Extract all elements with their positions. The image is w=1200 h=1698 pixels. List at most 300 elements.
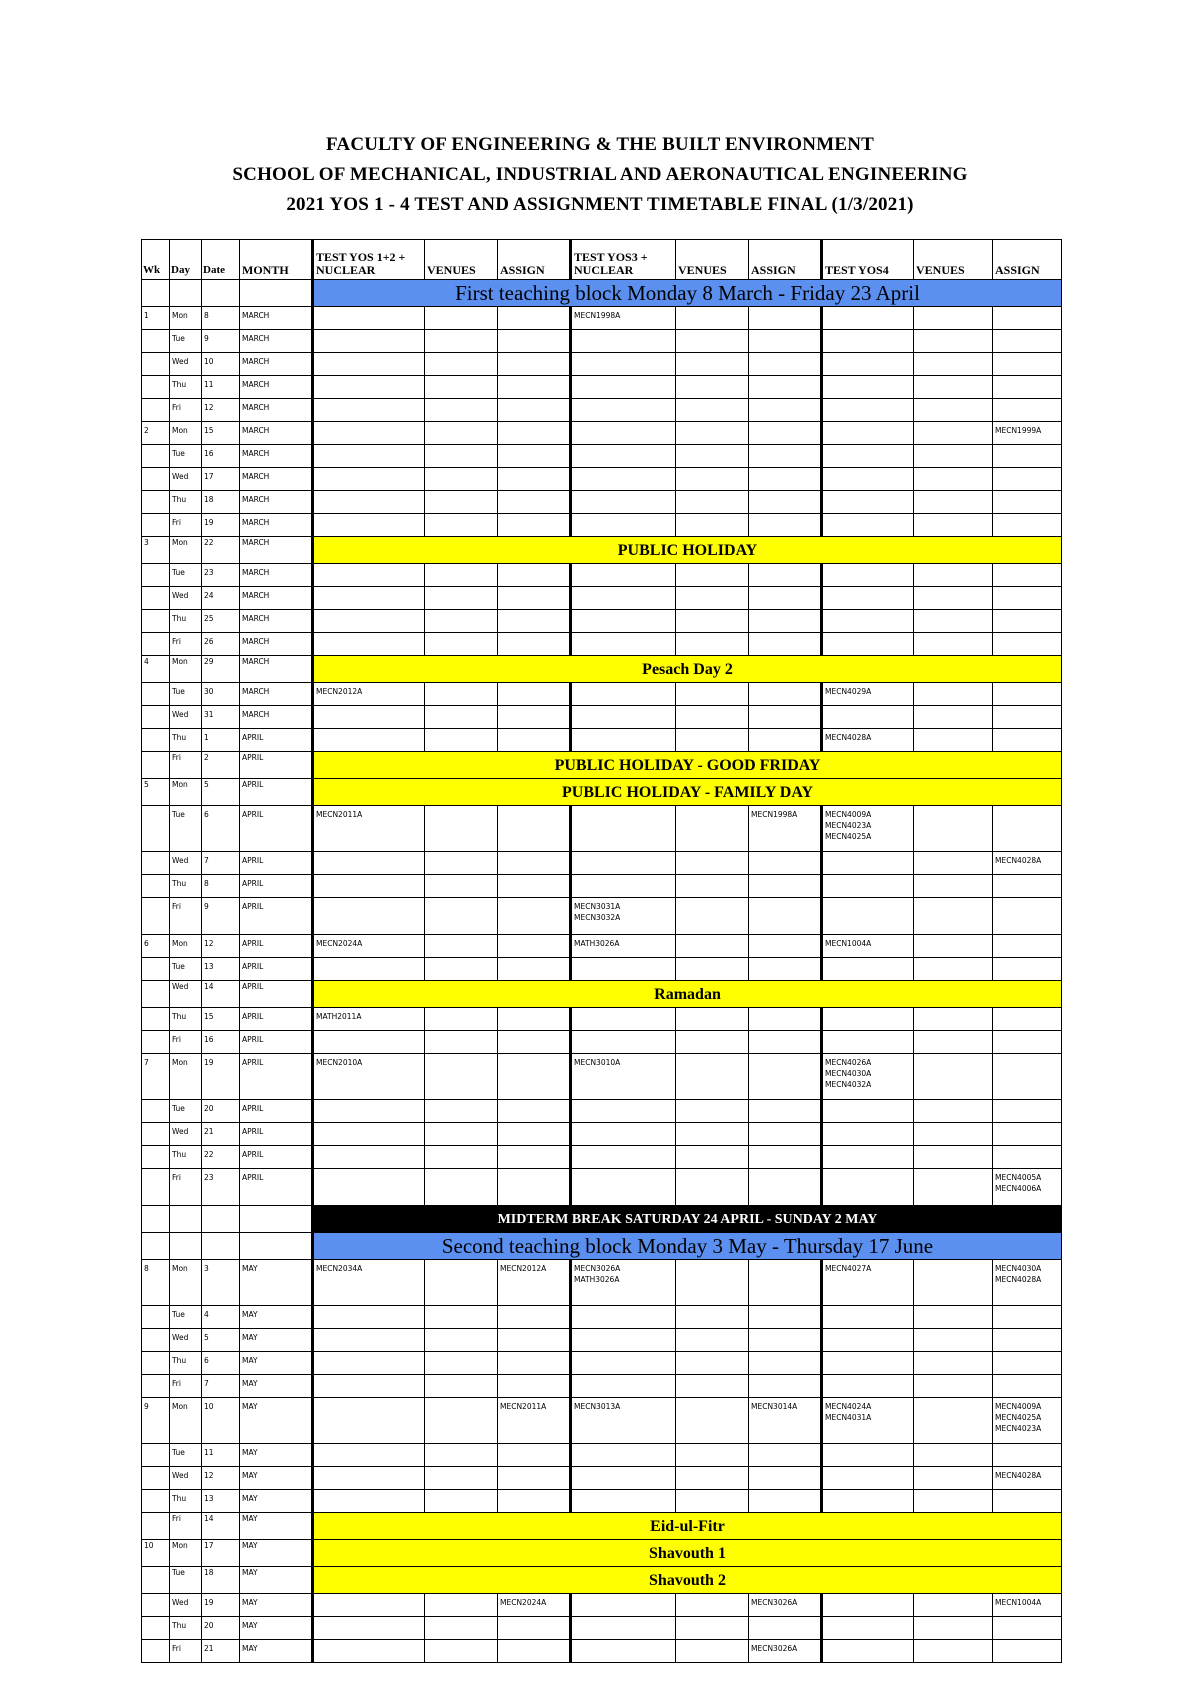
table-cell (425, 1054, 498, 1100)
table-cell: APRIL (240, 958, 313, 981)
table-cell: 2 (202, 752, 240, 779)
table-cell (571, 564, 676, 587)
table-cell (425, 729, 498, 752)
table-cell (993, 1123, 1062, 1146)
table-cell: 2 (142, 422, 170, 445)
table-cell (571, 610, 676, 633)
table-cell (749, 1146, 822, 1169)
table-cell: Wed (170, 1123, 202, 1146)
table-cell (313, 610, 425, 633)
table-cell (425, 468, 498, 491)
table-cell: 13 (202, 958, 240, 981)
table-cell (749, 376, 822, 399)
block-row (142, 280, 1062, 307)
column-header: ASSIGN (749, 240, 822, 280)
table-cell: 3 (202, 1260, 240, 1306)
table-cell: MECN2024A (313, 935, 425, 958)
table-cell: 9 (202, 898, 240, 935)
table-cell (749, 875, 822, 898)
table-cell: MECN4005A MECN4006A (993, 1169, 1062, 1206)
table-cell (498, 1169, 571, 1206)
table-cell: Mon (170, 1398, 202, 1444)
table-row (142, 307, 1062, 330)
table-cell (914, 1260, 993, 1306)
table-cell (993, 610, 1062, 633)
table-cell: Wed (170, 981, 202, 1008)
band-row (142, 1540, 1062, 1567)
table-cell: 21 (202, 1123, 240, 1146)
table-cell (749, 1444, 822, 1467)
table-cell: APRIL (240, 1123, 313, 1146)
table-cell (822, 875, 914, 898)
table-cell (313, 491, 425, 514)
table-cell: Tue (170, 958, 202, 981)
table-cell (822, 564, 914, 587)
column-header: TEST YOS 1+2 + NUCLEAR (313, 240, 425, 280)
table-cell: 18 (202, 491, 240, 514)
table-cell (425, 1123, 498, 1146)
table-cell: Thu (170, 491, 202, 514)
table-cell (993, 1490, 1062, 1513)
table-cell: 11 (202, 1444, 240, 1467)
table-row (142, 564, 1062, 587)
table-cell (822, 1146, 914, 1169)
table-cell: 21 (202, 1640, 240, 1663)
table-cell: MAY (240, 1490, 313, 1513)
table-cell: 18 (202, 1567, 240, 1594)
table-cell (993, 1100, 1062, 1123)
table-cell (571, 958, 676, 981)
table-cell (313, 399, 425, 422)
table-cell (749, 587, 822, 610)
table-cell (425, 610, 498, 633)
table-cell: Tue (170, 1567, 202, 1594)
table-cell (822, 1594, 914, 1617)
table-cell (676, 1467, 749, 1490)
table-cell: APRIL (240, 935, 313, 958)
table-cell: APRIL (240, 729, 313, 752)
table-cell: 4 (142, 656, 170, 683)
table-cell (425, 1169, 498, 1206)
table-cell (142, 1146, 170, 1169)
table-cell (313, 1375, 425, 1398)
table-cell: APRIL (240, 1100, 313, 1123)
table-cell: MECN1004A (993, 1594, 1062, 1617)
table-cell (676, 1260, 749, 1306)
table-cell (313, 958, 425, 981)
table-cell (313, 1146, 425, 1169)
table-row (142, 1123, 1062, 1146)
table-cell (822, 330, 914, 353)
table-row (142, 1100, 1062, 1123)
table-cell (425, 958, 498, 981)
table-cell: Tue (170, 445, 202, 468)
table-cell: 12 (202, 399, 240, 422)
table-cell: MARCH (240, 376, 313, 399)
table-cell (749, 468, 822, 491)
table-cell (993, 958, 1062, 981)
table-cell (425, 1490, 498, 1513)
table-cell (571, 491, 676, 514)
table-cell (498, 1640, 571, 1663)
table-cell (425, 1617, 498, 1640)
table-cell (676, 1031, 749, 1054)
table-cell: 9 (142, 1398, 170, 1444)
table-cell: Fri (170, 514, 202, 537)
table-cell (313, 353, 425, 376)
table-cell: Thu (170, 1617, 202, 1640)
table-cell (676, 958, 749, 981)
table-cell (914, 514, 993, 537)
table-cell: 24 (202, 587, 240, 610)
table-cell (498, 468, 571, 491)
table-cell: Wed (170, 1467, 202, 1490)
table-cell: MARCH (240, 610, 313, 633)
table-cell (425, 852, 498, 875)
table-cell (822, 633, 914, 656)
table-row (142, 1444, 1062, 1467)
table-cell: MECN1004A (822, 935, 914, 958)
table-cell: MECN3014A (749, 1398, 822, 1444)
table-cell (313, 1306, 425, 1329)
table-cell: 5 (202, 779, 240, 806)
table-cell (498, 307, 571, 330)
table-cell (676, 491, 749, 514)
table-cell (914, 1352, 993, 1375)
table-cell (749, 1467, 822, 1490)
table-cell (142, 1206, 170, 1233)
table-cell (676, 468, 749, 491)
table-row (142, 468, 1062, 491)
table-row (142, 330, 1062, 353)
table-cell (498, 1100, 571, 1123)
table-cell: APRIL (240, 875, 313, 898)
table-cell (749, 1031, 822, 1054)
table-cell (749, 514, 822, 537)
table-cell: 7 (202, 1375, 240, 1398)
table-cell (498, 683, 571, 706)
table-row (142, 1617, 1062, 1640)
table-cell (498, 1444, 571, 1467)
table-cell (142, 729, 170, 752)
table-cell: MAY (240, 1640, 313, 1663)
table-cell (749, 353, 822, 376)
table-cell (676, 875, 749, 898)
table-cell (993, 307, 1062, 330)
holiday-banner: PUBLIC HOLIDAY - FAMILY DAY (313, 779, 1062, 806)
table-cell (993, 1444, 1062, 1467)
table-cell (425, 706, 498, 729)
table-cell (170, 1233, 202, 1260)
table-cell (498, 399, 571, 422)
column-header: Date (202, 240, 240, 280)
table-cell (822, 376, 914, 399)
band-row (142, 1567, 1062, 1594)
table-cell: MARCH (240, 633, 313, 656)
table-cell (142, 1352, 170, 1375)
table-cell (313, 1490, 425, 1513)
table-cell: Fri (170, 1375, 202, 1398)
table-row (142, 898, 1062, 935)
table-cell: 1 (202, 729, 240, 752)
table-cell (676, 353, 749, 376)
table-cell: MECN4009A MECN4023A MECN4025A (822, 806, 914, 852)
table-cell (498, 376, 571, 399)
table-cell (142, 330, 170, 353)
table-cell (914, 1329, 993, 1352)
table-cell (749, 852, 822, 875)
table-cell: 23 (202, 1169, 240, 1206)
table-cell (425, 1329, 498, 1352)
table-cell: Mon (170, 537, 202, 564)
table-cell: Thu (170, 1008, 202, 1031)
table-cell (313, 330, 425, 353)
table-cell (822, 1444, 914, 1467)
table-cell (498, 1490, 571, 1513)
table-cell (676, 1306, 749, 1329)
table-row (142, 852, 1062, 875)
table-cell (425, 633, 498, 656)
table-cell (498, 1008, 571, 1031)
table-cell (914, 1467, 993, 1490)
table-cell (822, 610, 914, 633)
timetable (141, 239, 1062, 1663)
header-row (142, 240, 1062, 280)
table-cell: Wed (170, 852, 202, 875)
table-cell (571, 1594, 676, 1617)
table-cell (676, 706, 749, 729)
table-cell (676, 1329, 749, 1352)
table-cell (498, 445, 571, 468)
table-cell (425, 935, 498, 958)
table-cell (822, 468, 914, 491)
table-cell (425, 376, 498, 399)
table-cell (676, 852, 749, 875)
table-cell (142, 468, 170, 491)
table-cell (142, 1233, 170, 1260)
table-cell (822, 1490, 914, 1513)
table-cell: 8 (202, 307, 240, 330)
table-cell (498, 1375, 571, 1398)
table-cell (749, 491, 822, 514)
table-cell: MECN1998A (749, 806, 822, 852)
table-cell: MECN1998A (571, 307, 676, 330)
table-cell (676, 445, 749, 468)
table-cell (993, 330, 1062, 353)
table-cell (571, 1329, 676, 1352)
table-cell: 16 (202, 1031, 240, 1054)
table-cell (914, 1640, 993, 1663)
table-row (142, 376, 1062, 399)
table-cell (676, 806, 749, 852)
table-cell (749, 1100, 822, 1123)
table-cell (498, 610, 571, 633)
table-cell (313, 1617, 425, 1640)
table-cell (571, 330, 676, 353)
table-cell: MARCH (240, 514, 313, 537)
table-cell (142, 1329, 170, 1352)
table-cell: Thu (170, 729, 202, 752)
table-cell (676, 422, 749, 445)
table-cell: 15 (202, 422, 240, 445)
table-cell (142, 752, 170, 779)
table-cell (498, 1054, 571, 1100)
table-cell (993, 683, 1062, 706)
table-cell (822, 1031, 914, 1054)
table-cell (313, 1329, 425, 1352)
table-cell (993, 376, 1062, 399)
table-cell: 10 (142, 1540, 170, 1567)
table-cell (676, 729, 749, 752)
table-cell (498, 806, 571, 852)
table-cell (142, 564, 170, 587)
table-cell (914, 1490, 993, 1513)
table-cell (142, 706, 170, 729)
table-cell (749, 1306, 822, 1329)
table-cell: MAY (240, 1375, 313, 1398)
teaching-block-banner: Second teaching block Monday 3 May - Thursday 17 June (313, 1233, 1062, 1260)
table-cell: 7 (142, 1054, 170, 1100)
table-cell: 20 (202, 1100, 240, 1123)
table-cell: 11 (202, 376, 240, 399)
table-row (142, 399, 1062, 422)
table-cell (142, 1444, 170, 1467)
table-cell (142, 1008, 170, 1031)
table-cell: Thu (170, 376, 202, 399)
table-cell (676, 376, 749, 399)
table-cell (993, 514, 1062, 537)
table-cell (571, 806, 676, 852)
table-cell (313, 564, 425, 587)
table-row (142, 587, 1062, 610)
table-cell (571, 1100, 676, 1123)
table-cell (993, 706, 1062, 729)
table-cell (498, 1306, 571, 1329)
table-cell (822, 958, 914, 981)
table-row (142, 1031, 1062, 1054)
table-cell (993, 935, 1062, 958)
table-cell: MAY (240, 1329, 313, 1352)
table-cell (676, 1617, 749, 1640)
table-cell (142, 1640, 170, 1663)
table-cell (142, 1031, 170, 1054)
table-cell: 12 (202, 935, 240, 958)
table-cell (993, 729, 1062, 752)
table-cell: MECN4028A (822, 729, 914, 752)
table-cell (993, 1031, 1062, 1054)
column-header: Wk (142, 240, 170, 280)
table-cell (142, 1467, 170, 1490)
table-row (142, 353, 1062, 376)
table-cell (498, 958, 571, 981)
table-cell (676, 587, 749, 610)
table-cell: Thu (170, 1490, 202, 1513)
table-cell (993, 1054, 1062, 1100)
table-cell (822, 1100, 914, 1123)
table-cell (142, 1100, 170, 1123)
table-cell (676, 898, 749, 935)
table-cell: MAY (240, 1567, 313, 1594)
table-cell (676, 1594, 749, 1617)
table-cell (498, 1352, 571, 1375)
table-cell (914, 1444, 993, 1467)
table-cell (571, 422, 676, 445)
table-cell: MATH3026A (571, 935, 676, 958)
table-cell (749, 706, 822, 729)
table-cell (142, 1169, 170, 1206)
table-cell: 16 (202, 445, 240, 468)
table-cell (498, 1031, 571, 1054)
table-cell (142, 445, 170, 468)
table-cell: MARCH (240, 537, 313, 564)
table-cell (571, 1617, 676, 1640)
table-cell (993, 1640, 1062, 1663)
table-cell (313, 852, 425, 875)
table-cell (749, 958, 822, 981)
table-cell: Wed (170, 468, 202, 491)
table-cell (676, 514, 749, 537)
table-cell: MARCH (240, 445, 313, 468)
table-cell (313, 587, 425, 610)
table-cell: APRIL (240, 898, 313, 935)
table-cell (914, 1375, 993, 1398)
table-cell (914, 422, 993, 445)
table-cell: Tue (170, 330, 202, 353)
table-cell: Tue (170, 1100, 202, 1123)
table-cell (914, 1306, 993, 1329)
table-cell: MECN3026A (749, 1640, 822, 1663)
table-cell (914, 1146, 993, 1169)
table-cell (571, 875, 676, 898)
table-cell: MATH2011A (313, 1008, 425, 1031)
table-cell (571, 1444, 676, 1467)
table-cell (914, 683, 993, 706)
table-cell: Tue (170, 564, 202, 587)
table-cell (313, 1100, 425, 1123)
table-cell: Fri (170, 1031, 202, 1054)
table-cell (571, 1640, 676, 1663)
table-cell (571, 1467, 676, 1490)
table-cell (142, 852, 170, 875)
table-cell: Tue (170, 1444, 202, 1467)
table-cell: Fri (170, 752, 202, 779)
table-cell (313, 1444, 425, 1467)
table-cell: MAY (240, 1617, 313, 1640)
table-cell (993, 399, 1062, 422)
table-cell (749, 1329, 822, 1352)
table-cell (142, 376, 170, 399)
table-cell (425, 875, 498, 898)
table-cell: MARCH (240, 399, 313, 422)
table-cell (993, 491, 1062, 514)
table-cell (498, 587, 571, 610)
table-cell: Mon (170, 1540, 202, 1567)
table-cell: 6 (142, 935, 170, 958)
table-cell (313, 468, 425, 491)
table-cell: Fri (170, 633, 202, 656)
table-cell: Mon (170, 779, 202, 806)
table-cell (914, 1054, 993, 1100)
table-cell (749, 898, 822, 935)
table-cell (822, 1329, 914, 1352)
table-cell (142, 981, 170, 1008)
table-cell (425, 330, 498, 353)
table-cell (170, 1206, 202, 1233)
school-title: SCHOOL OF MECHANICAL, INDUSTRIAL AND AERONAUTICAL ENGINEERING (232, 164, 968, 185)
table-cell (749, 445, 822, 468)
table-cell (676, 307, 749, 330)
table-cell (993, 1352, 1062, 1375)
